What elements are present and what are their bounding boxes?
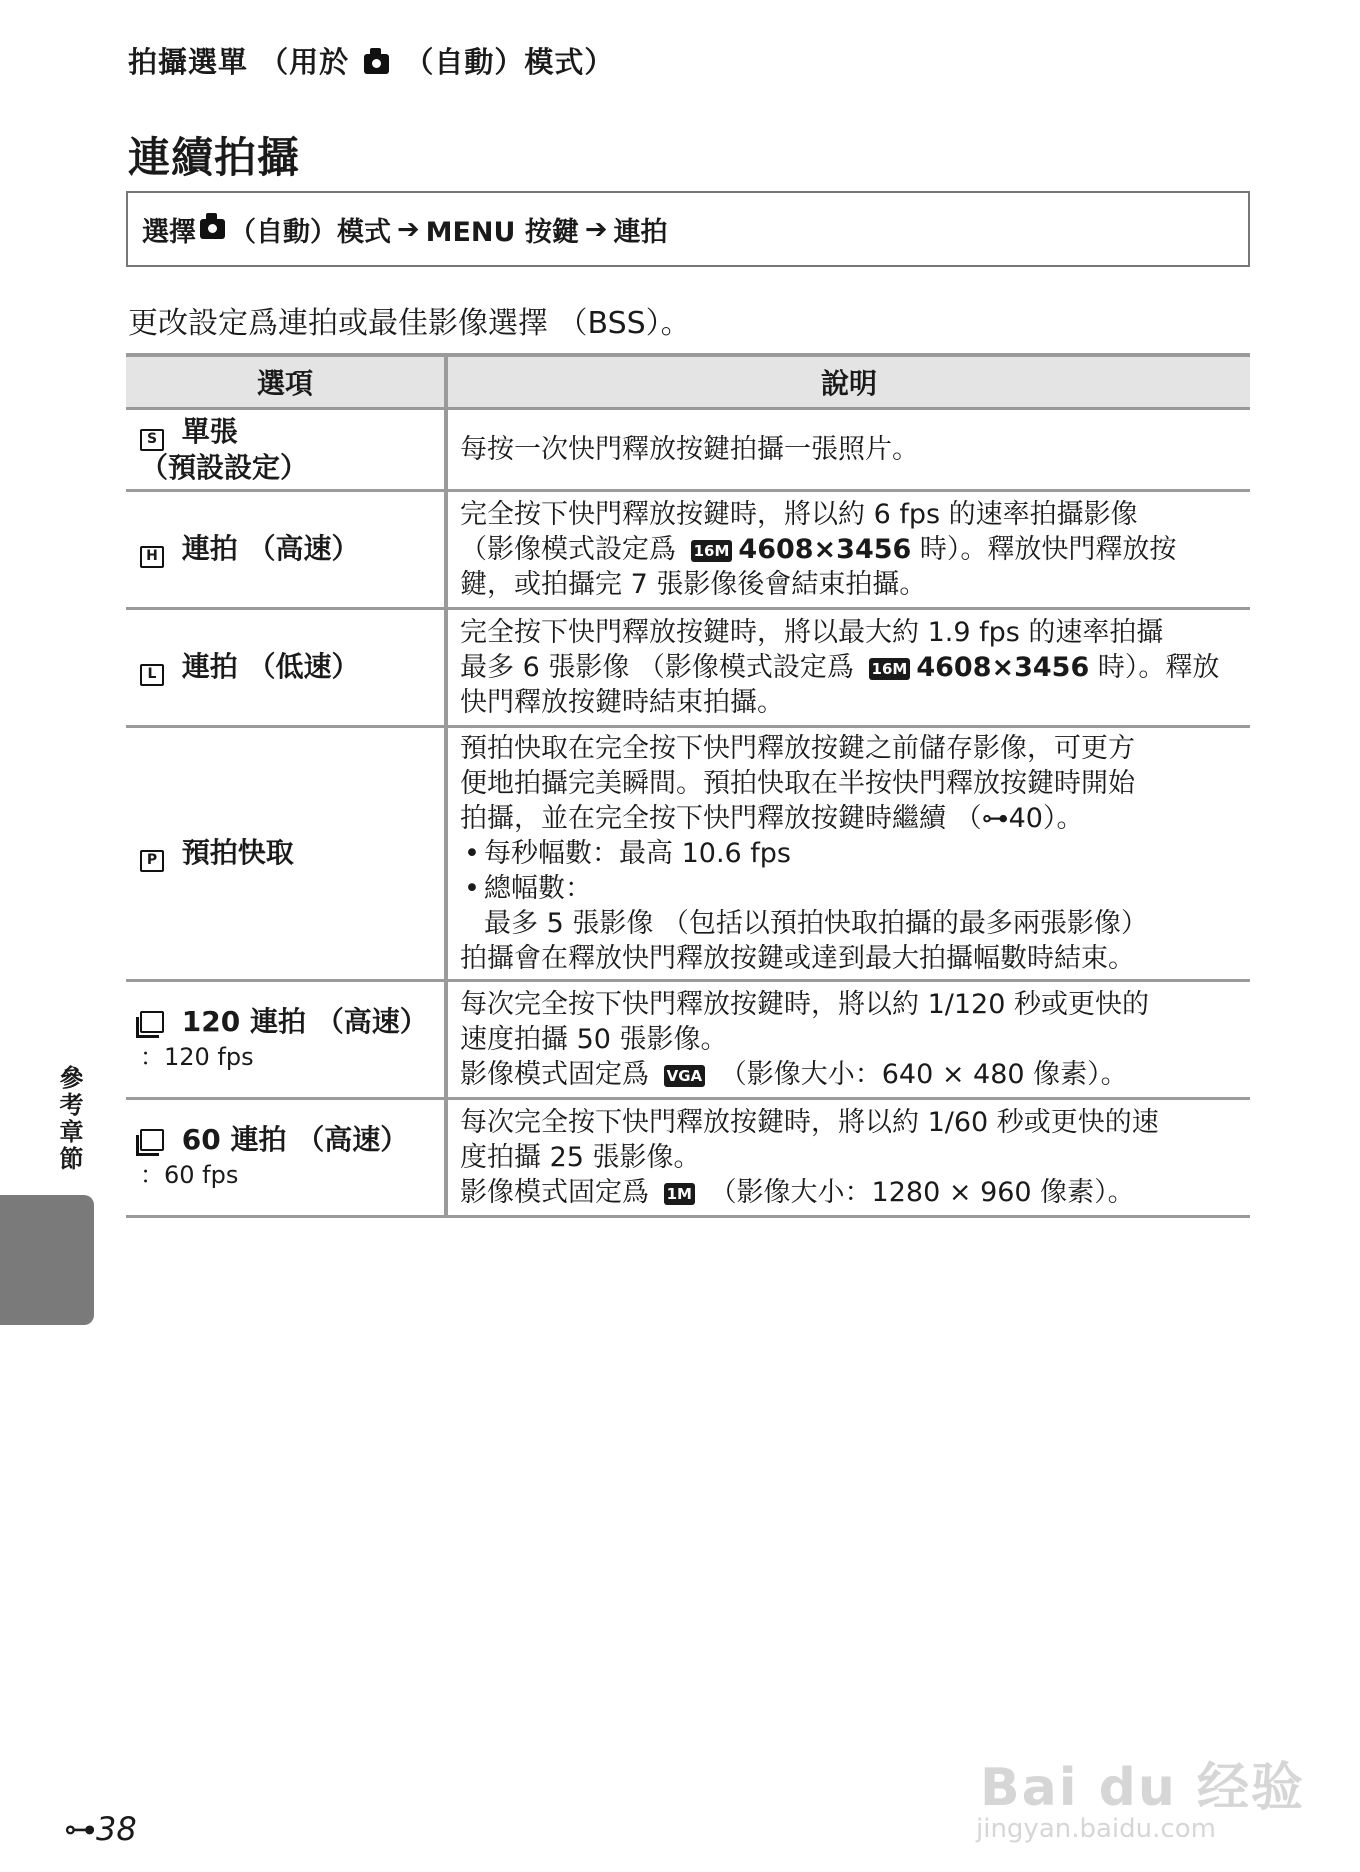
continuous-h60-icon — [140, 1129, 164, 1151]
table-row — [126, 609, 1250, 727]
camera-auto-icon — [364, 54, 389, 74]
menu-path-box: 選擇 （自動）模式 ➔ MENU 按鍵 ➔ 連拍 — [126, 191, 1250, 267]
description-cell: 每次完全按下快門釋放按鍵時，將以約 1/60 秒或更快的速 度拍攝 25 張影像。 影像模式固定爲 1M （影像大小：1280 × 960 像素）。 — [446, 1099, 1250, 1217]
list-item: • 每秒幅數：最高 10.6 fps — [484, 836, 1242, 871]
table-row — [126, 1099, 1250, 1217]
description-cell: 完全按下快門釋放按鍵時，將以約 6 fps 的速率拍攝影像 （影像模式設定爲 16M 4608×3456 時）。釋放快門釋放按 鍵，或拍攝完 7 張影像後會結束拍攝。 — [446, 491, 1250, 609]
image-mode-16m-icon: 16M — [869, 658, 911, 680]
continuous-low-icon: L — [140, 664, 164, 686]
option-cell: 60 連拍 （高速） ：60 fps — [126, 1099, 446, 1217]
watermark-url: jingyan.baidu.com — [976, 1814, 1216, 1844]
option-cell: L 連拍 （低速） — [126, 609, 446, 727]
list-item: • 總幅數： — [484, 871, 1242, 906]
column-header-description: 說明 — [446, 355, 1250, 409]
table-row — [126, 409, 1250, 491]
menu-item-label: 連拍 — [613, 216, 668, 248]
options-table — [126, 353, 1250, 1218]
single-frame-icon: S — [140, 429, 164, 451]
table-row — [126, 727, 1250, 981]
description-cell: 完全按下快門釋放按鍵時，將以最大約 1.9 fps 的速率拍攝 最多 6 張影像 （影像模式設定爲 16M 4608×3456 時）。釋放 快門釋放按鍵時結束拍攝。 — [446, 609, 1250, 727]
menu-button-label: MENU 按鍵 — [425, 216, 579, 248]
table-row — [126, 491, 1250, 609]
option-cell: H 連拍 （高速） — [126, 491, 446, 609]
option-cell: P 預拍快取 — [126, 727, 446, 981]
image-mode-1m-icon: 1M — [664, 1183, 695, 1205]
image-mode-16m-icon: 16M — [691, 540, 733, 562]
camera-auto-icon — [200, 219, 225, 239]
intro-text: 更改設定爲連拍或最佳影像選擇 （BSS）。 — [128, 306, 691, 341]
option-cell: 120 連拍 （高速） ：120 fps — [126, 981, 446, 1099]
description-cell: 每按一次快門釋放按鍵拍攝一張照片。 — [446, 409, 1250, 491]
column-header-option: 選項 — [126, 355, 446, 409]
section-side-label: 參考章節 — [55, 1065, 83, 1173]
page-title: 連續拍攝 — [128, 133, 301, 182]
description-cell: 每次完全按下快門釋放按鍵時，將以約 1/120 秒或更快的 速度拍攝 50 張影像。 影像模式固定爲 VGA （影像大小：640 × 480 像素）。 — [446, 981, 1250, 1099]
option-cell: S 單張 （預設設定） — [126, 409, 446, 491]
section-side-tab — [0, 1195, 94, 1325]
pre-shooting-cache-icon: P — [140, 850, 164, 872]
arrow-right-icon: ➔ — [397, 213, 420, 245]
image-mode-vga-icon: VGA — [664, 1065, 706, 1087]
bullet-list — [460, 836, 1242, 906]
running-header: 拍攝選單 （用於 （自動）模式） — [128, 45, 615, 79]
watermark-logo: Bai du 经验 — [980, 1758, 1305, 1818]
continuous-high-icon: H — [140, 546, 164, 568]
description-cell: 預拍快取在完全按下快門釋放按鍵之前儲存影像，可更方 便地拍攝完美瞬間。預拍快取在半按快門釋放按鍵時開始 拍攝，並在完全按下快門釋放按鍵時繼續 （⊶40）。 • 每秒幅數：最高 10.6 fps • 總幅數： 最多 5 張影像 （包括以預拍快取拍攝的最多兩張影像） 拍攝會在釋放快門釋放按鍵或達到最大拍攝幅數時結束。 — [446, 727, 1250, 981]
arrow-right-icon: ➔ — [584, 213, 608, 245]
table-row — [126, 981, 1250, 1099]
page-number: ⊶38 — [64, 1810, 137, 1848]
continuous-h120-icon — [140, 1011, 164, 1033]
